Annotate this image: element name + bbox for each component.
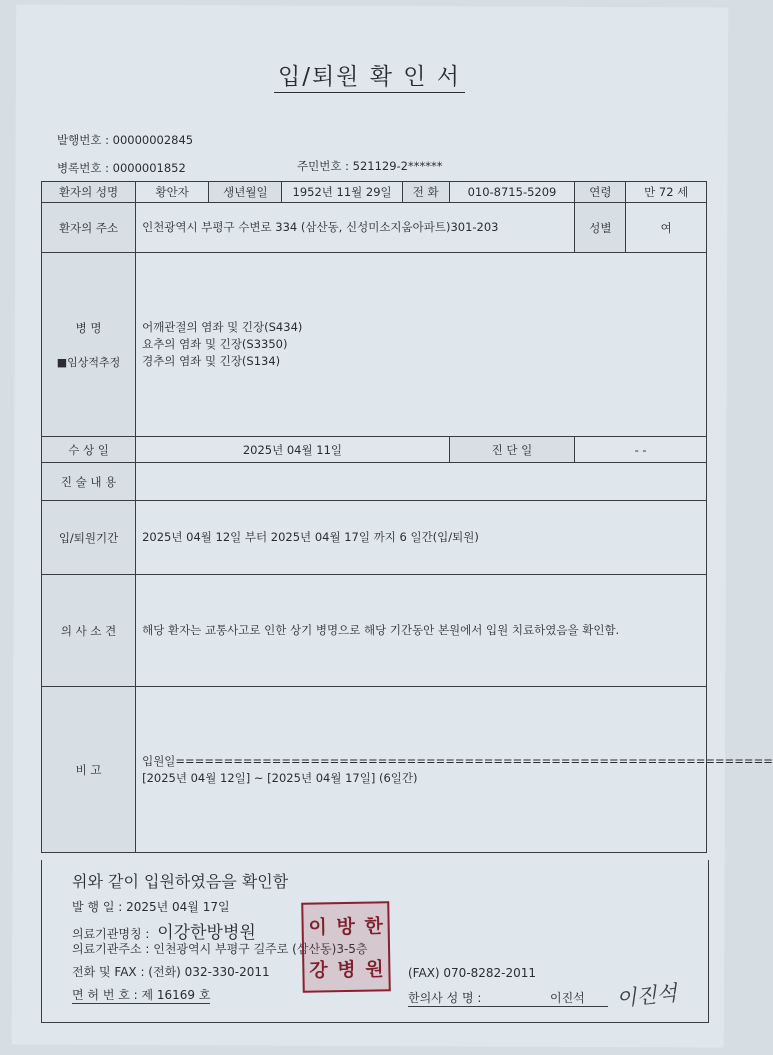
institution-address: 의료기관주소 : 인천광역시 부평구 길주로 (삼산동)3-5층 [72, 942, 368, 956]
period-value: 2025년 04월 12일 부터 2025년 04월 17일 까지 6 일간(입/퇴원) [136, 501, 707, 575]
remarks-line-period: [2025년 04월 12일] ~ [2025년 04월 17일] (6일간) [142, 770, 418, 785]
resident-number: 주민번호 : 521129-2****** [297, 159, 443, 173]
address-value: 인천광역시 부평구 수변로 334 (삼산동, 신성미소지움아파트)301-203 [136, 203, 575, 253]
clinical-estimate-label: ■임상적추정 [56, 355, 121, 369]
remarks-cell [136, 687, 773, 853]
diagnosis-item: 어깨관절의 염좌 및 긴장(S434) [142, 320, 303, 334]
patient-name-label: 환자의 성명 [42, 182, 136, 203]
diagnosis-item: 경추의 염좌 및 긴장(S134) [142, 354, 281, 368]
phone-label: 전 화 [402, 182, 449, 203]
institution-name-label: 의료기관명칭 : [72, 927, 150, 941]
telephone: 전화 및 FAX : (전화) 032-330-2011 [72, 965, 270, 979]
injury-date-value: 2025년 04월 11일 [136, 437, 450, 463]
dob-label: 생년월일 [209, 182, 282, 203]
remarks-line-admission: 입원일============================================================== [142, 753, 773, 768]
diagnosis-date-value: - - [575, 437, 707, 463]
diagnosis-label-cell [42, 253, 136, 437]
record-number: 병록번호 : 0000001852 [57, 161, 186, 175]
period-label: 입/퇴원기간 [42, 501, 136, 575]
license-number: 면 허 번 호 : 제 16169 호 [72, 988, 211, 1002]
statement-label: 진 술 내 용 [42, 463, 136, 501]
confirmation-form-table [41, 181, 773, 853]
seal-character: 이 [308, 916, 328, 939]
issue-date: 발 행 일 : 2025년 04월 17일 [72, 900, 230, 914]
seal-character: 강 [309, 959, 328, 982]
doctor-signature: 이진석 [615, 980, 679, 1012]
diagnosis-date-label: 진 단 일 [449, 437, 574, 463]
seal-character: 방 [336, 915, 356, 939]
opinion-label: 의 사 소 견 [42, 575, 136, 687]
age-value: 만 72 세 [626, 182, 707, 203]
injury-date-label: 수 상 일 [42, 437, 136, 463]
doctor-label: 한의사 성 명 : [408, 991, 482, 1005]
institution-name: 이강한방병원 [157, 923, 256, 943]
phone-value: 010-8715-5209 [449, 182, 574, 203]
seal-character: 원 [365, 958, 384, 981]
statement-value [136, 463, 707, 501]
diagnosis-label: 병 명 [75, 320, 102, 335]
dob-value: 1952년 11월 29일 [282, 182, 402, 203]
seal-character: 병 [337, 958, 356, 982]
fax: (FAX) 070-8282-2011 [408, 966, 537, 980]
address-label: 환자의 주소 [42, 203, 136, 253]
sex-label: 성별 [575, 203, 626, 253]
patient-name: 황안자 [136, 182, 209, 203]
document-title: 입/퇴원 확 인 서 [0, 58, 739, 91]
diagnosis-item: 요추의 염좌 및 긴장(S3350) [142, 337, 288, 351]
issue-number: 발행번호 : 00000002845 [57, 133, 194, 147]
remarks-label: 비 고 [42, 687, 136, 853]
sex-value: 여 [626, 203, 707, 253]
seal-character: 한 [364, 915, 384, 938]
hospital-seal-stamp [301, 901, 391, 993]
confirmation-statement: 위와 같이 입원하였음을 확인함 [72, 872, 289, 891]
opinion-value: 해당 환자는 교통사고로 인한 상기 병명으로 해당 기간동안 본원에서 입원 치료하였음을 확인함. [136, 575, 707, 687]
doctor-row [408, 989, 608, 1007]
age-label: 연령 [575, 182, 626, 203]
diagnosis-list [136, 253, 707, 437]
doctor-name: 이진석 [550, 991, 585, 1005]
